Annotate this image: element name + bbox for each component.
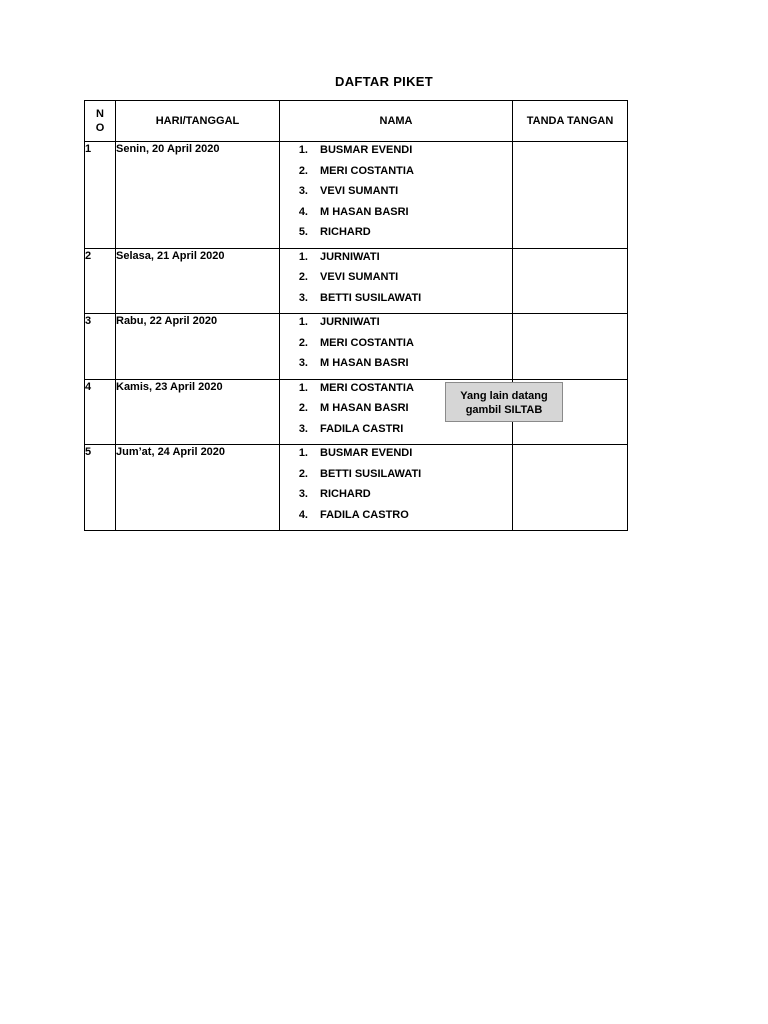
list-number: 1.	[298, 381, 308, 394]
list-item	[280, 355, 512, 376]
list-name: MERI COSTANTIA	[320, 381, 414, 394]
list-name: BETTI SUSILAWATI	[320, 467, 422, 480]
list-name: VEVI SUMANTI	[320, 271, 399, 283]
list-number: 3.	[298, 357, 308, 369]
list-item	[280, 163, 512, 184]
list-item	[280, 314, 512, 335]
row-number: 2	[85, 248, 116, 314]
list-name: RICHARD	[320, 226, 371, 238]
row-number: 4	[85, 379, 116, 445]
signature-cell	[513, 445, 628, 531]
table-row	[85, 314, 628, 380]
list-name: RICHARD	[320, 488, 371, 500]
table-row	[85, 142, 628, 249]
list-name: M HASAN BASRI	[320, 205, 409, 218]
row-day: Senin, 20 April 2020	[116, 142, 280, 249]
duty-roster-table	[84, 100, 628, 531]
list-number: 3.	[298, 185, 308, 197]
header-no-line2: O	[95, 122, 105, 134]
list-number: 3.	[298, 488, 308, 500]
header-signature: TANDA TANGAN	[513, 101, 628, 142]
name-list	[280, 142, 512, 248]
signature-cell	[513, 314, 628, 380]
list-number: 1.	[298, 447, 308, 459]
list-name: MERI COSTANTIA	[320, 164, 414, 177]
list-number: 3.	[298, 291, 308, 304]
list-name: BETTI SUSILAWATI	[320, 291, 422, 304]
name-list	[280, 314, 512, 379]
list-name: M HASAN BASRI	[320, 402, 409, 414]
list-item	[280, 466, 512, 487]
signature-cell	[513, 142, 628, 249]
list-item	[280, 421, 512, 442]
name-list	[280, 445, 512, 530]
list-number: 2.	[298, 336, 308, 349]
list-name: BUSMAR EVENDI	[320, 447, 413, 459]
list-number: 1.	[298, 144, 308, 156]
row-names	[280, 314, 513, 380]
list-item	[280, 224, 512, 245]
list-number: 4.	[298, 205, 308, 218]
row-number: 5	[85, 445, 116, 531]
list-item	[280, 142, 512, 163]
header-day: HARI/TANGGAL	[116, 101, 280, 142]
list-number: 4.	[298, 508, 308, 521]
header-no	[85, 101, 116, 142]
list-item	[280, 335, 512, 356]
list-number: 3.	[298, 422, 308, 435]
list-number: 2.	[298, 164, 308, 177]
list-name: JURNIWATI	[320, 316, 380, 328]
list-item	[280, 269, 512, 290]
list-number: 1.	[298, 316, 308, 328]
note-line-1: Yang lain datang	[460, 390, 548, 402]
list-number: 1.	[298, 250, 308, 263]
list-number: 2.	[298, 271, 308, 283]
row-day: Rabu, 22 April 2020	[116, 314, 280, 380]
list-number: 2.	[298, 467, 308, 480]
table-row	[85, 445, 628, 531]
page-title: DAFTAR PIKET	[335, 74, 433, 89]
row-names	[280, 445, 513, 531]
row-names	[280, 142, 513, 249]
list-name: M HASAN BASRI	[320, 357, 409, 369]
table-row	[85, 248, 628, 314]
row-day: Jum’at, 24 April 2020	[116, 445, 280, 531]
header-name: NAMA	[280, 101, 513, 142]
note-line-2: gambil SILTAB	[465, 404, 543, 416]
row-number: 1	[85, 142, 116, 249]
list-name: JURNIWATI	[320, 250, 380, 263]
list-item	[280, 249, 512, 270]
list-name: BUSMAR EVENDI	[320, 144, 413, 156]
list-item	[280, 486, 512, 507]
signature-cell	[513, 248, 628, 314]
list-number: 2.	[298, 402, 308, 414]
list-name: FADILA CASTRI	[320, 422, 404, 435]
row-day: Selasa, 21 April 2020	[116, 248, 280, 314]
header-no-line1: N	[96, 108, 104, 120]
name-list	[280, 249, 512, 314]
row-names	[280, 248, 513, 314]
list-item	[280, 290, 512, 311]
list-item	[280, 183, 512, 204]
list-number: 5.	[298, 226, 308, 238]
row-number: 3	[85, 314, 116, 380]
list-item	[280, 445, 512, 466]
list-name: MERI COSTANTIA	[320, 336, 414, 349]
row-day: Kamis, 23 April 2020	[116, 379, 280, 445]
header-row	[85, 101, 628, 142]
list-name: VEVI SUMANTI	[320, 185, 399, 197]
list-item	[280, 507, 512, 528]
list-name: FADILA CASTRO	[320, 508, 409, 521]
list-item	[280, 204, 512, 225]
note-callout	[445, 382, 563, 422]
